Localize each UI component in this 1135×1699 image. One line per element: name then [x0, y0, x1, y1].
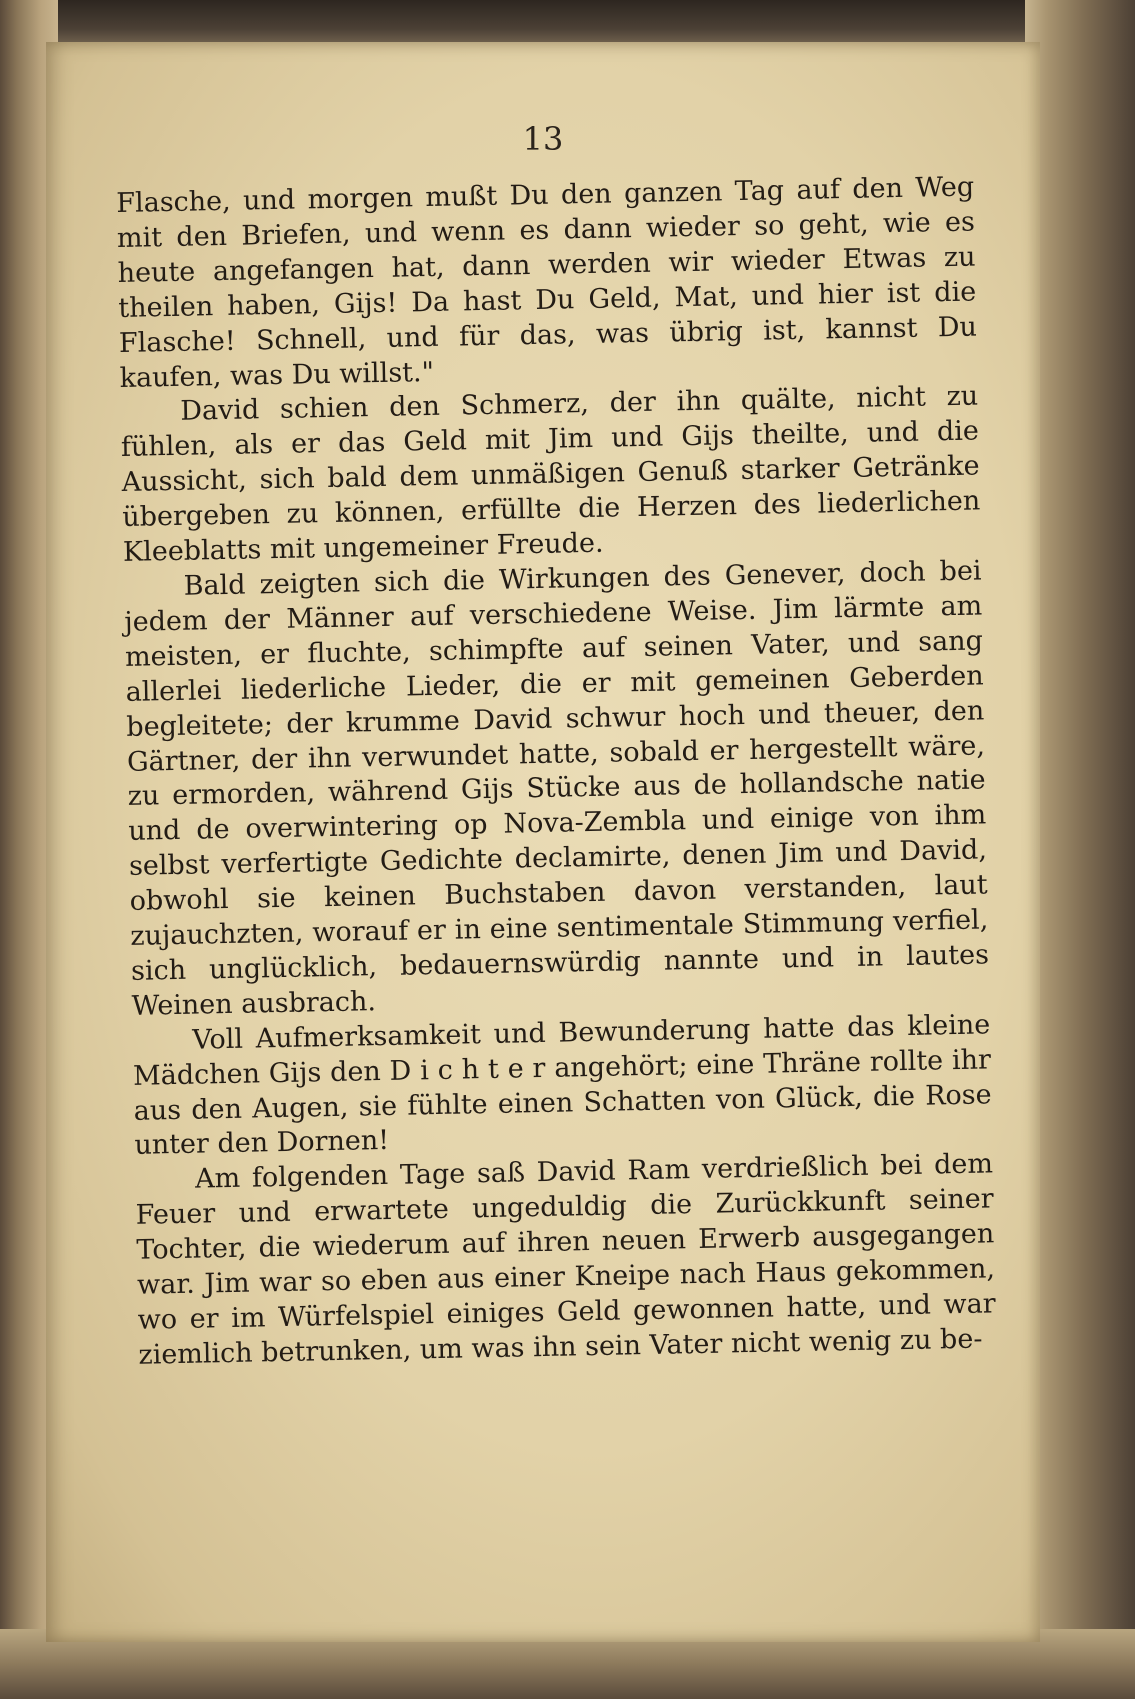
book-page	[46, 42, 1040, 1642]
paragraph: Am folgenden Tage saß David Ram verdrießlich bei dem Feuer und erwartete ungeduldig die Zurückkunft seiner Tochter, die wiederum auf ihren neuen Erwerb ausgegangen war. Jim war so eben aus einer Kneipe nach Haus gekommen, wo er im Würfelspiel einiges Geld gewonnen hatte, und war ziemlich betrunken, um was ihn sein Vater nicht wenig zu be-	[135, 1148, 996, 1371]
page-body-text	[116, 171, 997, 1374]
paragraph: Bald zeigten sich die Wirkungen des Genever, doch bei jedem der Männer auf verschiedene Weise. Jim lärmte am meisten, er fluchte, schimpfte auf seinen Vater, und sang allerlei liederliche Lieder, die er mit gemeinen Geberden begleitete; der krumme David schwur hoch und theuer, den Gärtner, der ihn verwundet hatte, sobald er hergestellt wäre, zu ermorden, während Gijs Stücke aus de hollandsche natie und de overwintering op Nova-Zembla und einige von ihm selbst verfertigte Gedichte declamirte, denen Jim und David, obwohl sie keinen Buchstaben davon verstanden, laut zujauchzten, worauf er in eine sentimentale Stimmung verfiel, sich unglücklich, bedauernswürdig nannte und in lautes Weinen ausbrach.	[124, 555, 990, 1022]
paragraph: Voll Aufmerksamkeit und Bewunderung hatte das kleine Mädchen Gijs den D i c h t e r angehört; eine Thräne rollte ihr aus den Augen, sie fühlte einen Schatten von Glück, die Rose unter den Dornen!	[132, 1009, 992, 1162]
page-stack-edge	[1025, 0, 1135, 1699]
paragraph: Flasche, und morgen mußt Du den ganzen Tag auf den Weg mit den Briefen, und wenn es dann wieder so geht, wie es heute angefangen hat, dann werden wir wieder Etwas zu theilen haben, Gijs! Da hast Du Geld, Mat, und hier ist die Flasche! Schnell, und für das, was übrig ist, kannst Du kaufen, was Du willst."	[116, 171, 978, 394]
paragraph: David schien den Schmerz, der ihn quälte, nicht zu fühlen, als er das Geld mit Jim und Gijs theilte, und die Aussicht, sich bald dem unmäßigen Genuß starker Getränke übergeben zu können, erfüllte die Herzen des liederlichen Kleeblatts mit ungemeiner Freude.	[120, 380, 981, 568]
page-number: 13	[522, 120, 564, 158]
book-top-edge	[0, 0, 1135, 48]
